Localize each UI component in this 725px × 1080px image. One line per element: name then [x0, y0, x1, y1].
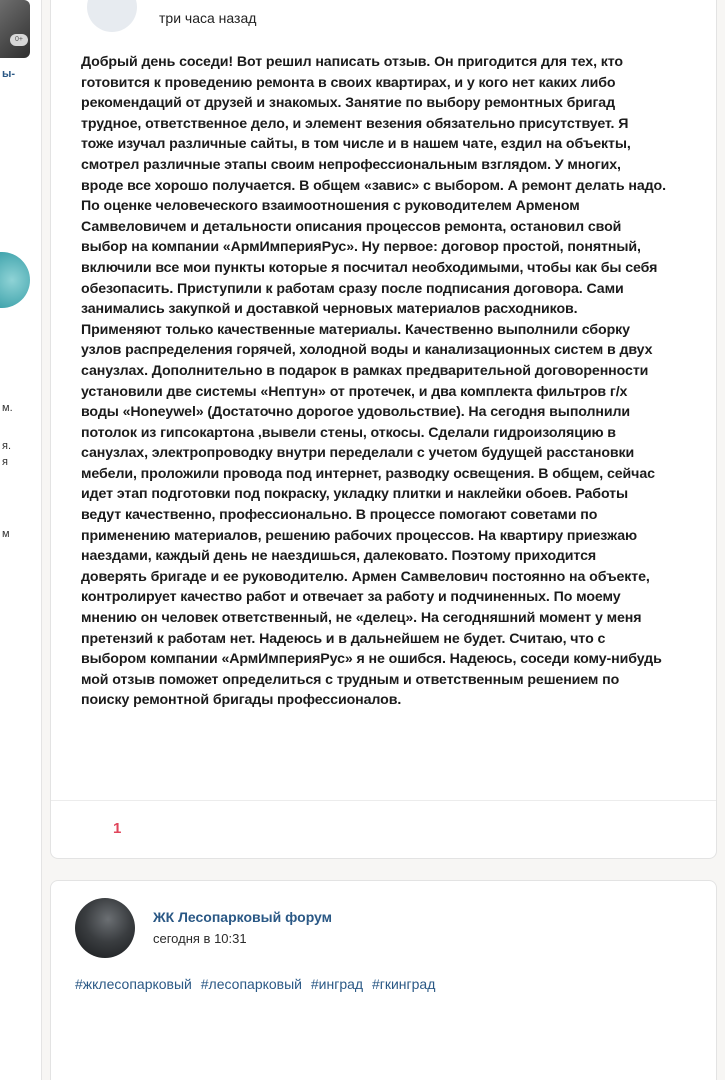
hashtag-link[interactable]: #жклесопарковый — [75, 976, 192, 992]
post-timestamp[interactable]: три часа назад — [159, 10, 257, 26]
post-footer-divider — [51, 800, 716, 801]
left-sidebar-clipped — [0, 0, 42, 1080]
hashtag-link[interactable]: #лесопарковый — [200, 976, 302, 992]
review-post-card — [50, 0, 717, 859]
sidebar-text-fragment: я. — [2, 440, 12, 452]
sidebar-round-thumbnail[interactable] — [0, 252, 30, 308]
like-counter[interactable]: 1 — [113, 820, 122, 837]
forum-post-card — [50, 880, 717, 1080]
sidebar-text-fragment: я — [2, 456, 8, 468]
forum-post-timestamp[interactable]: сегодня в 10:31 — [153, 931, 247, 946]
hashtag-link[interactable]: #инград — [310, 976, 364, 992]
sidebar-text-fragment: м. — [2, 402, 13, 414]
hashtag-link[interactable]: #гкинград — [371, 976, 436, 992]
forum-author-link[interactable]: ЖК Лесопарковый форум — [153, 909, 333, 925]
sidebar-divider — [41, 0, 42, 1080]
forum-avatar[interactable] — [75, 898, 135, 958]
sidebar-thumbnail-image[interactable] — [0, 0, 30, 58]
hashtag-list — [75, 976, 440, 992]
post-body-text: Добрый день соседи! Вот решил написать отзыв. Он пригодится для тех, кто готовится к проведению ремонта в своих квартирах, и у кого нет каких либо рекомендаций от друзей и знакомых. Занятие по выбору ремонтных бригад трудное, ответственное дело, и элемент везения обязательно присутствует. Я тоже изучал различные сайты, в том числе и в нашем чате, ездил на объекты, смотрел различные этапы своим непрофессиональным взглядом. У многих, вроде все хорошо получается. В общем «завис» с выбором. А ремонт делать надо. По оценке человеческого взаимоотношения с руководителем Арменом Самвеловичем и детальности описания процессов ремонта, остановил свой выбор на компании «АрмИмперияРус». Ну первое: договор простой, понятный, включили все мои пункты которые я посчитал необходимыми, чтобы как бы себя обезопасить. Приступили к работам сразу после подписания договора. Сами занимались закупкой и доставкой черновых материалов расходников. Применяют только качественные материалы. Качественно выполнили сборку узлов распределения горячей, холодной воды и канализационных систем в двух санузлах. Дополнительно в подарок в рамках предварительной договоренности установили две системы «Нептун» от протечек, и два комплекта фильтров г/х воды «Honeywel» (Достаточно дорогое удовольствие). На сегодня выполнили потолок из гипсокартона ,вывели стены, откосы. Сделали гидроизоляцию в санузлах, электропроводку внутри переделали с учетом будущей расстановки мебели, проложили провода под интернет, разводку освещения. В общем, сейчас идет этап подготовки под покраску, укладку плитки и наклейки обоев. Работы ведут качественно, профессионально. В процессе помогают советами по применению материалов, решению рабочих процессов. На квартиру приезжаю наездами, каждый день не наездишься, далековато. Поэтому приходится доверять бригаде и ее руководителю. Армен Самвелович постоянно на объекте, контролирует качество работ и отвечает за работу и подчиненных. По моему мнению он человек ответственный, не «делец». На сегодняшний момент у меня претензий к работам нет. Надеюсь и в дальнейшем не будет. Считаю, что с выбором компании «АрмИмперияРус» я не ошибся. Надеюсь, соседи кому-нибудь мой отзыв поможет определиться с трудным и ответственным решением по поиску ремонтной бригады профессионалов. — [81, 54, 666, 709]
sidebar-link-fragment[interactable]: ы- — [2, 68, 16, 80]
age-rating-badge: 0+ — [10, 34, 28, 46]
sidebar-text-fragment: м — [2, 528, 10, 540]
author-avatar[interactable] — [87, 0, 137, 32]
